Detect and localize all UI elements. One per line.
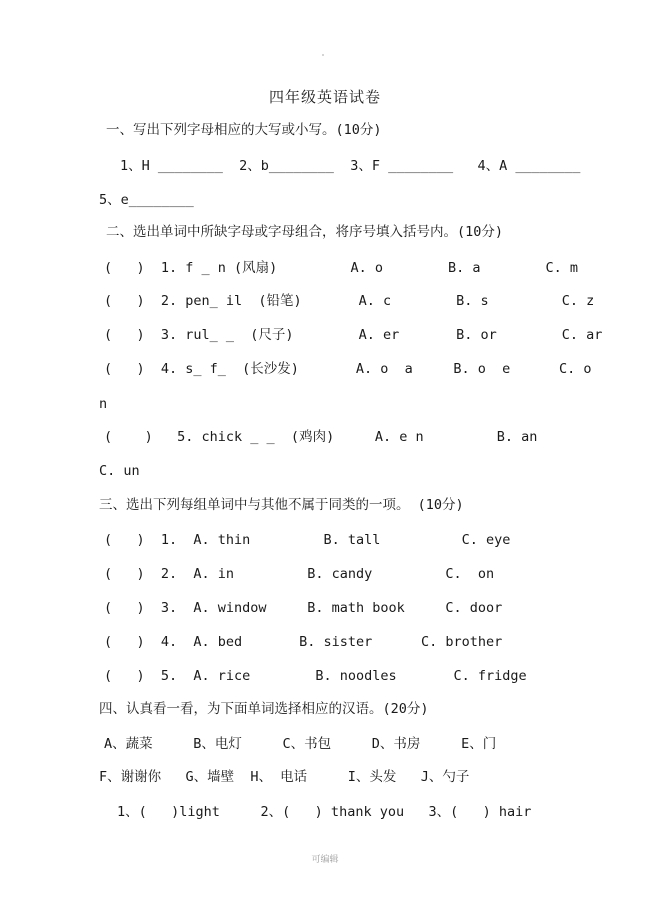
section2-row-4: ( ) 4. s_ f_ (长沙发) A. o a B. o e C. o [104,361,592,377]
section3-row-2: ( ) 2. A. in B. candy C. on [104,566,495,582]
section1-line2: 5、e________ [99,192,194,208]
section3-row-4: ( ) 4. A. bed B. sister C. brother [104,634,503,650]
section1-line1: 1、H ________ 2、b________ 3、F ________ 4、A ________ [120,158,581,174]
section2-row-1: ( ) 1. f _ n (风扇) A. o B. a C. m [104,260,579,276]
section4-items: 1、( )light 2、( ) thank you 3、( ) hair [117,804,532,820]
section4-options-2: F、谢谢你 G、墙壁 H、 电话 I、头发 J、勺子 [99,769,470,785]
header-dot [322,54,324,56]
section2-row-5-wrap: C. un [99,463,140,479]
section3-heading: 三、选出下列每组单词中与其他不属于同类的一项。 (10分) [99,497,464,513]
section2-row-3: ( ) 3. rul_ _ (尺子) A. er B. or C. ar [104,327,603,343]
section3-row-5: ( ) 5. A. rice B. noodles C. fridge [104,668,527,684]
section3-row-1: ( ) 1. A. thin B. tall C. eye [104,532,511,548]
section2-row-2: ( ) 2. pen_ il (铅笔) A. c B. s C. z [104,293,595,309]
footer-note: 可编辑 [311,855,339,865]
section4-heading: 四、认真看一看，为下面单词选择相应的汉语。(20分) [99,701,429,717]
section3-row-3: ( ) 3. A. window B. math book C. door [104,600,503,616]
section1-heading: 一、写出下列字母相应的大写或小写。(10分) [106,122,382,138]
page-title: 四年级英语试卷 [268,88,381,106]
section2-heading: 二、选出单词中所缺字母或字母组合，将序号填入括号内。(10分) [106,224,504,240]
section4-options-1: A、蔬菜 B、电灯 C、书包 D、书房 E、门 [104,736,497,752]
section2-row-5: ( ) 5. chick _ _ (鸡肉) A. e n B. an [104,429,538,445]
section2-row-4-wrap: n [99,396,108,412]
